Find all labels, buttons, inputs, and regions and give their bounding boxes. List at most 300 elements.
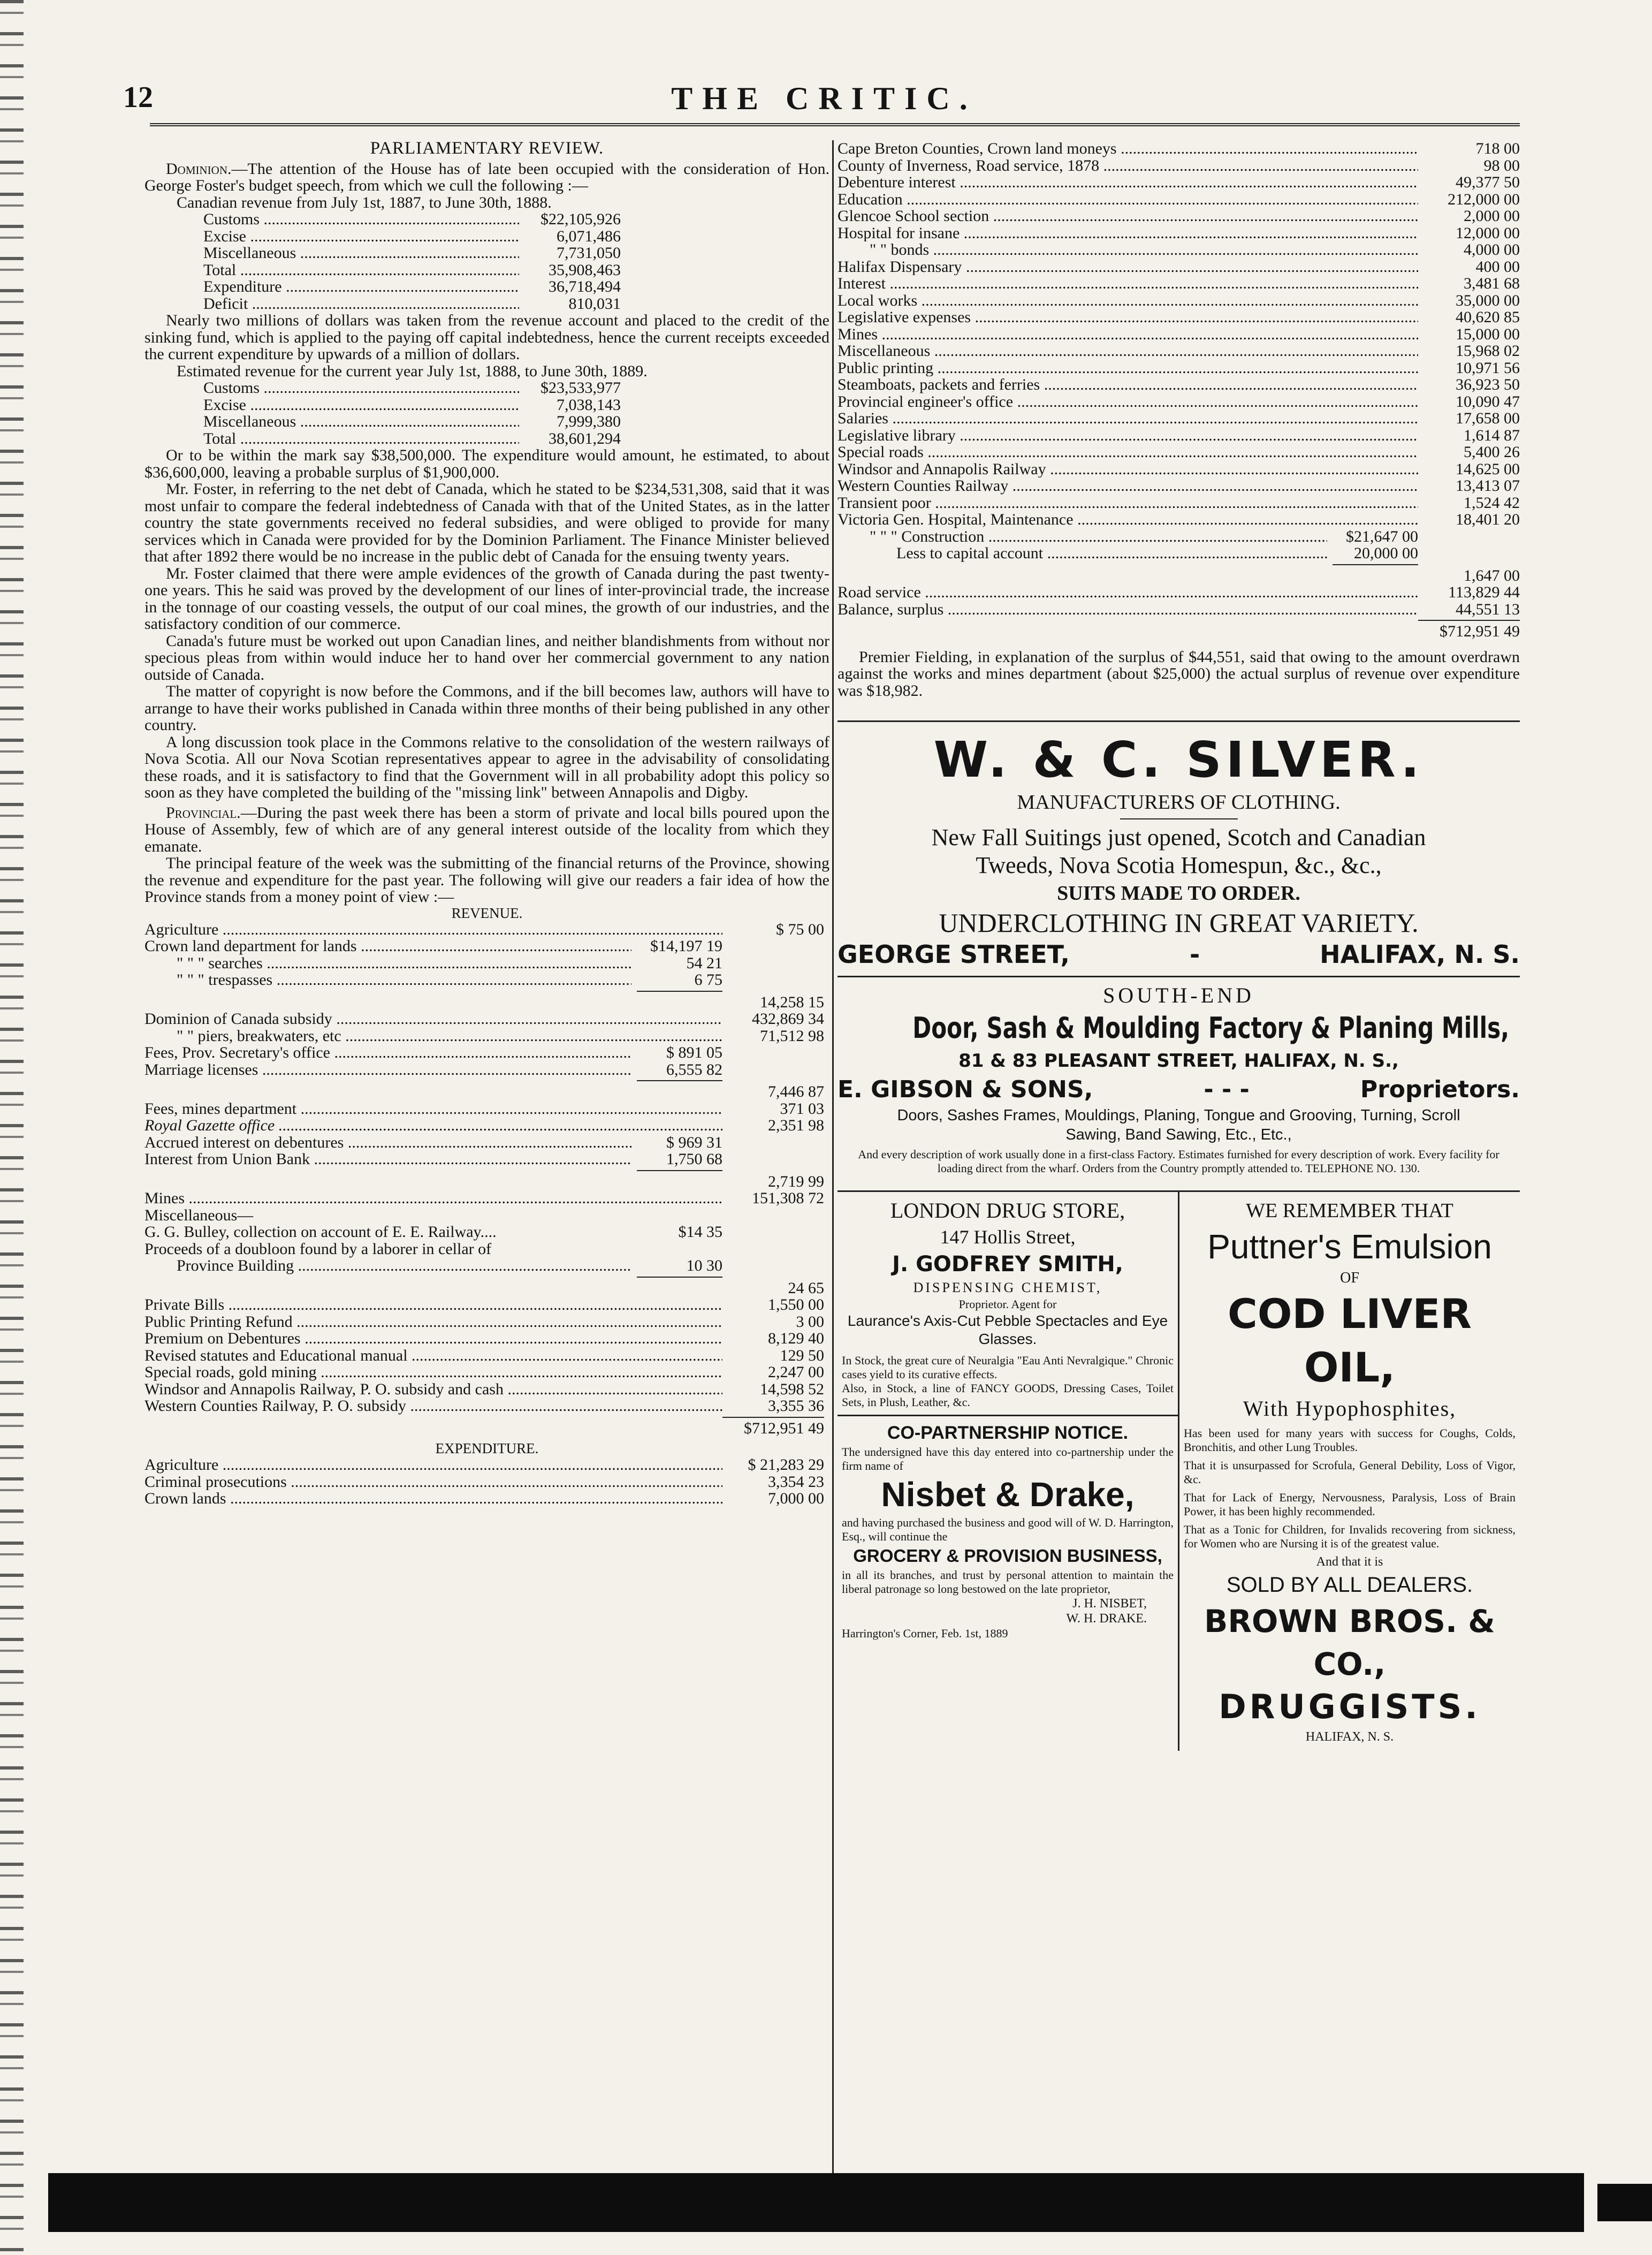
row-label: Excise ..... [203,397,519,414]
row-label: Cape Breton Counties, Crown land moneys ..... [838,140,1418,157]
table-row [838,427,1520,444]
row-label: Western Counties Railway ..... [838,477,1418,495]
row-label: Private Bills ..... [144,1296,722,1313]
table-row [144,1173,824,1190]
row-label: Debenture interest ..... [838,174,1418,191]
row-value: 432,869 34 [752,1010,824,1028]
table-row [838,623,1520,640]
paragraph-net-debt: Mr. Foster, in referring to the net debt of Canada, which he stated to be $234,531,308, said that it was most unfair to compare the federal indebtedness of Canada with that of the United States, as in the latter country the state governments received no federal subsidies, and were obliged to provide for many services which in Canada were provided for by the Dominion Parliament. The Finance Minister believed that after 1892 there would be no increase in the public debt of Canada for the ensuing twenty years. [144,480,829,565]
table-row [144,1117,824,1134]
table-row [144,994,824,1011]
table-row [144,971,824,989]
gibson-products-1: Doors, Sashes Frames, Mouldings, Planing, Tongue and Grooving, Turning, Scroll [897,1107,1460,1124]
row-label: Public Printing Refund ..... [144,1313,722,1331]
gibson-address: 81 & 83 PLEASANT STREET, HALIFAX, N. S., [958,1050,1399,1072]
row-label: Legislative expenses ..... [838,309,1418,326]
copartnership-sig-1: J. H. NISBET, [1072,1597,1147,1611]
row-subvalue: $14,197 19 [650,937,722,955]
table-row [144,1364,824,1381]
gibson-south-end: SOUTH-END [1103,983,1254,1007]
row-label: Crown lands ..... [144,1490,722,1507]
table-row [144,1011,824,1028]
copartnership-business: GROCERY & PROVISION BUSINESS, [853,1546,1162,1566]
row-subvalue: 54 21 [686,954,722,972]
table-row [144,1398,824,1415]
drug-street: 147 Hollis Street, [940,1226,1076,1248]
row-label: Miscellaneous ..... [838,343,1418,360]
row-label: Customs ..... [203,379,519,397]
row-subvalue: 6 75 [694,971,722,989]
row-label: Mines ..... [144,1190,722,1207]
table-row [838,360,1520,377]
row-value: 8,129 40 [768,1330,824,1347]
gibson-dashes: - - - [1204,1076,1250,1103]
row-label: Criminal prosecutions ..... [144,1474,722,1491]
row-label: County of Inverness, Road service, 1878 ..... [838,157,1418,174]
row-value: 1,550 00 [768,1296,824,1313]
table-row [838,225,1520,242]
doubloon-line: Proceeds of a doubloon found by a laborer in cellar of [144,1240,492,1258]
bottom-ads [838,1190,1520,1751]
drug-role: DISPENSING CHEMIST, [913,1280,1102,1295]
row-value: 3,354 23 [768,1472,824,1491]
total-rule [1418,620,1520,621]
paragraph-dominion [144,161,829,194]
row-value: 2,351 98 [768,1117,824,1134]
row-label: Miscellaneous ..... [203,413,519,430]
row-label: Province Building ..... [144,1257,631,1274]
subtotal-value: 14,258 15 [760,993,824,1011]
puttner-text-4: That as a Tonic for Children, for Invalids recovering from sickness, for Women who are Nursing it is of the greatest value. [1184,1523,1516,1550]
revenue-1889-table [144,379,621,447]
row-value: 49,377 50 [1456,173,1520,191]
revenue-1889-title: Estimated revenue for the current year July 1st, 1888, to June 30th, 1889. [177,362,648,380]
paragraph-future: Canada's future must be worked out upon Canadian lines, and neither blandishments from without nor specious pleas from within would induce her to hand over her commercial government to any nation outside of Canada. [144,632,829,684]
table-row [838,140,1520,157]
row-value: 44,551 13 [1456,600,1520,618]
row-value: 151,308 72 [752,1189,824,1207]
row-label: Local works ..... [838,292,1418,309]
table-row [144,1028,824,1045]
table-row [838,410,1520,427]
total-rule [722,1417,824,1418]
table-row [144,1490,824,1507]
table-row [203,278,621,295]
copartnership-title: CO-PARTNERSHIP NOTICE. [887,1423,1129,1443]
row-label: Provincial engineer's office ..... [838,393,1418,411]
row-label: Public printing ..... [838,360,1418,377]
row-value: 15,968 02 [1456,342,1520,360]
table-row [144,1257,824,1274]
row-value: 7,038,143 [557,396,621,414]
table-row [144,1044,824,1061]
table-row [203,413,621,430]
table-row [838,495,1520,512]
paragraph-provincial-text: —During the past week there has been a storm of private and local bills poured upon the House of Assembly, few of which are of any general interest outside of the locality from which they emanate. [144,803,829,855]
table-row [144,1224,824,1241]
copartnership-sig-2: W. H. DRAKE. [1066,1612,1147,1626]
row-value: 36,718,494 [549,278,621,295]
row-label: " " piers, breakwaters, etc ..... [144,1028,722,1045]
paragraph-financial-returns: The principal feature of the week was the submitting of the financial returns of the Province, showing the revenue and expenditure for the past year. The following will give our readers a fair idea of how the Province stands from a money point of view :— [144,854,829,906]
row-value: 35,908,463 [549,261,621,279]
row-value: 38,601,294 [549,429,621,447]
row-label: Special roads, gold mining ..... [144,1364,722,1381]
expenditure-heading: EXPENDITURE. [435,1440,539,1456]
row-label: Interest ..... [838,275,1418,292]
paragraph-copyright: The matter of copyright is now before the Commons, and if the bill becomes law, authors will have to arrange to have their works published in Canada within three months of their being published in any other country. [144,682,829,734]
gibson-fine-print: And every description of work usually done in a first-class Factory. Estimates furnished for every description of work. Every facility for loading direct from the wharf. Orders from the Country promptly attended to. TELEPHONE NO. 130. [858,1148,1499,1175]
gibson-headline: Door, Sash & Moulding Factory & Planing Mills, [912,1011,1510,1045]
row-value: $ 21,283 29 [748,1456,824,1474]
table-row [838,157,1520,174]
table-row [144,1381,824,1398]
gibson-proprietors: Proprietors. [1360,1076,1520,1103]
row-label: Windsor and Annapolis Railway, P. O. subsidy and cash ..... [144,1381,722,1398]
gibson-owner-line [838,1074,1520,1106]
copartnership-intro: The undersigned have this day entered into co-partnership under the firm name of [842,1445,1174,1472]
row-label: Fees, Prov. Secretary's office ..... [144,1044,631,1061]
row-label: Excise ..... [203,228,519,245]
row-value: 2,000 00 [1464,207,1520,225]
table-row [203,397,621,414]
scan-edge-artifact [0,0,24,2255]
puttner-text-1: Has been used for many years with success for Coughs, Colds, Bronchitis, and other Lung Troubles. [1184,1426,1516,1454]
row-label: Total ..... [203,430,519,447]
table-row [203,379,621,397]
drug-title: LONDON DRUG STORE, [890,1198,1125,1223]
puttner-name: Puttner's Emulsion [1207,1227,1492,1266]
expenditure-table-left [144,1456,824,1507]
table-row [838,275,1520,292]
table-row [203,430,621,447]
row-label: " " " trespasses ..... [144,971,631,989]
puttner-text-3: That for Lack of Energy, Nervousness, Paralysis, Loss of Brain Power, it has been highly recommended. [1184,1491,1516,1518]
subtotal-rule [1333,564,1418,565]
silver-city: HALIFAX, N. S. [1320,940,1520,969]
row-label: " " " searches ..... [144,955,631,972]
drug-agent: Proprietor. Agent for [958,1297,1057,1311]
table-row [144,1190,824,1207]
table-row [144,955,824,972]
row-value: 5,400 26 [1464,443,1520,461]
table-row [838,528,1520,545]
subtotal-rule [637,1277,722,1278]
puttner-text-2: That it is unsurpassed for Scrofula, General Debility, Loss of Vigor, &c. [1184,1459,1516,1486]
table-row [144,1313,824,1331]
row-subvalue: 6,555 82 [666,1060,722,1079]
table-row [838,376,1520,393]
row-value: $23,533,977 [540,379,621,397]
row-label: Hospital for insane ..... [838,225,1418,242]
row-label: Miscellaneous ..... [203,245,519,262]
page-header [123,80,1525,118]
table-row [144,1134,824,1151]
row-value: 10,971 56 [1456,359,1520,377]
paragraph-growth: Mr. Foster claimed that there were ample evidences of the growth of Canada during the past twenty-one years. This he said was proved by the development of our lines of inter-provincial trade, the increase in the tonnage of our coasting vessels, the output of our coal mines, the growth of our industries, and the satisfactory condition of our commerce. [144,564,829,633]
table-row [838,292,1520,309]
row-label: Transient poor ..... [838,495,1418,512]
table-row [838,309,1520,326]
header-rule [150,123,1520,126]
table-row [144,938,824,955]
row-label: " " bonds ..... [838,241,1418,259]
row-value: 35,000 00 [1456,291,1520,309]
table-row [838,584,1520,601]
row-value: 3,355 36 [768,1397,824,1415]
row-subvalue: 10 30 [686,1257,722,1274]
row-label: Halifax Dispensary ..... [838,259,1418,276]
revenue-1888-table [144,211,621,312]
row-label: Expenditure ..... [203,278,519,295]
table-row [838,545,1520,562]
table-row [838,393,1520,411]
copartnership-firm: Nisbet & Drake, [881,1475,1135,1514]
row-label: Royal Gazette office ..... [144,1117,722,1134]
row-label: Customs ..... [203,211,519,228]
row-label: Victoria Gen. Hospital, Maintenance ..... [838,511,1418,528]
copartnership-text-2: in all its branches, and trust by personal attention to maintain the liberal patronage so long bestowed on the late proprietor, [842,1568,1174,1596]
table-row [838,444,1520,461]
table-row [144,1061,824,1079]
table-row [144,1151,824,1168]
row-value: 1,614 87 [1464,426,1520,444]
revenue-1888-title: Canadian revenue from July 1st, 1887, to June 30th, 1888. [177,193,552,211]
puttner-advertisement [1178,1192,1520,1751]
right-column [838,140,1520,1751]
table-row [838,511,1520,528]
row-label: Steamboats, packets and ferries ..... [838,376,1418,393]
drug-stock: In Stock, the great cure of Neuralgia "Eau Anti Nevralgique." Chronic cases yield to its curative effects. [842,1354,1174,1381]
row-value: 371 03 [780,1099,824,1118]
row-subvalue: $ 969 31 [666,1133,722,1151]
section-title: PARLIAMENTARY REVIEW. [370,139,604,158]
subtotal-value: 24 65 [788,1279,824,1297]
row-subvalue: $14 35 [678,1223,722,1241]
row-value: 718 00 [1475,140,1520,157]
row-label: Revised statutes and Educational manual ..... [144,1347,722,1364]
row-label: Glencoe School section ..... [838,208,1418,225]
expenditure-total: $712,951 49 [1440,622,1520,640]
expenditure-table-right [838,140,1520,640]
puttner-remember: WE REMEMBER THAT [1246,1199,1453,1222]
silver-line-manufacturers: MANUFACTURERS OF CLOTHING. [1017,791,1341,814]
row-label: Marriage licenses ..... [144,1061,631,1079]
drug-spectacles: Laurance's Axis-Cut Pebble Spectacles and Eye Glasses. [847,1312,1168,1347]
row-label: Total ..... [203,262,519,279]
table-row [838,461,1520,478]
row-label: Crown land department for lands ..... [144,938,631,955]
row-value: 1,524 42 [1464,493,1520,512]
row-subvalue: $21,647 00 [1346,527,1418,545]
revenue-table [144,921,824,1437]
silver-address [838,938,1520,970]
row-label: Fees, mines department ..... [144,1100,722,1118]
row-value: 3,481 68 [1464,275,1520,292]
provincial-label: Provincial. [166,803,241,822]
row-label: Agriculture ..... [144,921,722,938]
puttner-druggists: DRUGGISTS. [1219,1687,1481,1726]
subtotal-rule [637,1080,722,1081]
puttner-text-5: And that it is [1316,1555,1383,1569]
row-value: 14,625 00 [1456,460,1520,478]
silver-street: GEORGE STREET, [838,940,1070,969]
copartnership-text-1: and having purchased the business and good will of W. D. Harrington, Esq., will continue the [842,1516,1174,1543]
row-subvalue: 20,000 00 [1354,544,1418,562]
row-label: Accrued interest on debentures ..... [144,1134,631,1151]
table-row [203,228,621,245]
column-divider [832,140,834,2174]
silver-advertisement [838,720,1520,970]
table-row [838,191,1520,208]
row-value: $ 75 00 [776,920,824,938]
puttner-brown-bros: BROWN BROS. & CO., [1204,1603,1495,1682]
revenue-total: $712,951 49 [744,1419,824,1437]
row-value: 113,829 44 [1448,583,1520,601]
row-value: 6,071,486 [557,227,621,245]
misc-label: Miscellaneous— [144,1206,254,1224]
table-row [838,259,1520,276]
paragraph-fielding: Premier Fielding, in explanation of the surplus of $44,551, said that owing to the amount overdrawn against the works and mines department (about $25,000) the actual surplus of revenue over expenditure was $18,982. [838,648,1520,700]
row-subvalue: 1,750 68 [666,1150,722,1168]
table-row [203,262,621,279]
table-row [144,1280,824,1297]
row-label: Interest from Union Bank ..... [144,1151,631,1168]
puttner-of: OF [1340,1270,1359,1286]
row-label: Premium on Debentures ..... [144,1330,722,1347]
silver-line-suits: SUITS MADE TO ORDER. [1057,882,1300,905]
divider [1120,818,1238,819]
row-label: Balance, surplus ..... [838,601,1418,618]
subtotal-value: 2,719 99 [768,1172,824,1190]
row-label: Road service ..... [838,584,1418,601]
gibson-advertisement [838,976,1520,1179]
row-value: 14,598 52 [760,1380,824,1398]
drug-owner: J. GODFREY SMITH, [892,1252,1123,1277]
row-value: 810,031 [568,294,621,313]
row-value: 13,413 07 [1456,477,1520,495]
table-row [838,208,1520,225]
table-row [838,477,1520,495]
puttner-with: With Hypophosphites, [1243,1396,1457,1421]
subtotal-rule [637,1170,722,1171]
paragraph-dominion-text: —The attention of the House has of late been occupied with the consideration of Hon. George Foster's budget speech, from which we cull the following :— [144,160,829,194]
row-value: 7,000 00 [768,1490,824,1507]
table-row [144,1347,824,1364]
row-value: 212,000 00 [1448,190,1520,208]
silver-line-suitings: New Fall Suitings just opened, Scotch and Canadian [931,824,1426,851]
row-value: 400 00 [1475,257,1520,276]
table-row [144,1456,824,1474]
row-label: Less to capital account ..... [838,545,1327,562]
table-row [144,1474,824,1491]
row-value: 7,999,380 [557,413,621,430]
row-label: Salaries ..... [838,410,1418,427]
gibson-owner: E. GIBSON & SONS, [838,1076,1093,1103]
row-label: Windsor and Annapolis Railway ..... [838,461,1418,478]
row-label: Special roads ..... [838,444,1418,461]
table-row [203,245,621,262]
row-label: Western Counties Railway, P. O. subsidy ..... [144,1398,722,1415]
row-label: Agriculture ..... [144,1456,722,1474]
row-value: 129 50 [780,1346,824,1364]
table-row [144,921,824,938]
row-label: Education ..... [838,191,1418,208]
puttner-sold: SOLD BY ALL DEALERS. [1226,1573,1473,1597]
table-row [144,1100,824,1118]
row-value: 18,401 20 [1456,511,1520,528]
table-row [144,1083,824,1100]
subtotal-rule [637,991,722,992]
row-value: 3 00 [796,1312,824,1331]
table-row [838,174,1520,191]
scan-bottom-bar [48,2173,1584,2232]
table-row [203,295,621,313]
row-label: Deficit ..... [203,295,519,313]
row-value: 17,658 00 [1456,409,1520,427]
table-row [838,567,1520,584]
row-value: 40,620 85 [1456,308,1520,326]
dominion-label: Dominion. [166,160,232,178]
silver-line-underclothing: UNDERCLOTHING IN GREAT VARIETY. [939,908,1419,938]
puttner-city: HALIFAX, N. S. [1305,1730,1394,1744]
silver-line-tweeds: Tweeds, Nova Scotia Homespun, &c., &c., [976,852,1382,878]
table-row [838,241,1520,259]
row-label: Legislative library ..... [838,427,1418,444]
silver-name: W. & C. SILVER. [933,731,1424,788]
row-label: Dominion of Canada subsidy ..... [144,1011,722,1028]
row-value: 12,000 00 [1456,224,1520,242]
row-value: 98 00 [1483,156,1520,174]
row-label: G. G. Bulley, collection on account of E. E. Railway.... [144,1224,497,1241]
row-value: 71,512 98 [760,1027,824,1045]
table-row [144,1420,824,1437]
row-label: Mines ..... [838,326,1418,343]
table-row [838,601,1520,618]
table-row [838,343,1520,360]
paragraph-estimate: Or to be within the mark say $38,500,000. The expenditure would amount, he estimated, to about $36,600,000, leaving a probable surplus of $1,900,000. [144,446,829,481]
row-value: 36,923 50 [1456,376,1520,393]
copartnership-dateline: Harrington's Corner, Feb. 1st, 1889 [842,1627,1008,1640]
puttner-product: COD LIVER OIL, [1228,1290,1472,1391]
table-row [203,211,621,228]
row-label: " " " Construction ..... [838,528,1327,545]
silver-dash: - [1190,940,1200,969]
table-row [144,1296,824,1313]
paragraph-provincial [144,804,829,855]
row-value: $22,105,926 [540,210,621,228]
row-value: 4,000 00 [1464,241,1520,259]
row-value: 15,000 00 [1456,325,1520,343]
scan-corner-bar [1597,2184,1652,2221]
row-value: 10,090 47 [1456,392,1520,411]
left-column [144,140,829,1507]
row-value: 7,731,050 [557,244,621,262]
subtotal-value: 7,446 87 [768,1083,824,1100]
paragraph-sinking-fund: Nearly two millions of dollars was taken from the revenue account and placed to the credit of the sinking fund, which is applied to the paying off capital indebtedness, hence the current receipts exceeded the current expenditure by upwards of a million of dollars. [144,312,829,363]
table-row [838,326,1520,343]
drug-store-advertisement [838,1192,1178,1751]
row-value: 2,247 00 [768,1363,824,1381]
paragraph-railways: A long discussion took place in the Commons relative to the consolidation of the western railways of Nova Scotia. All our Nova Scotian representatives appear to agree in the advisability of consolidating these roads, and it is satisfactory to find that the Government will in all probability adopt this policy so soon as they have completed the building of the "missing link" between Annapolis and Digby. [144,733,829,801]
newspaper-title: THE CRITIC. [671,81,977,116]
gibson-products-2: Sawing, Band Sawing, Etc., Etc., [1065,1126,1292,1143]
page-number: 12 [123,81,153,114]
row-subvalue: $ 891 05 [666,1044,722,1061]
revenue-heading: REVENUE. [451,905,523,921]
subtotal-value: 1,647 00 [1464,566,1520,584]
table-row [144,1330,824,1347]
